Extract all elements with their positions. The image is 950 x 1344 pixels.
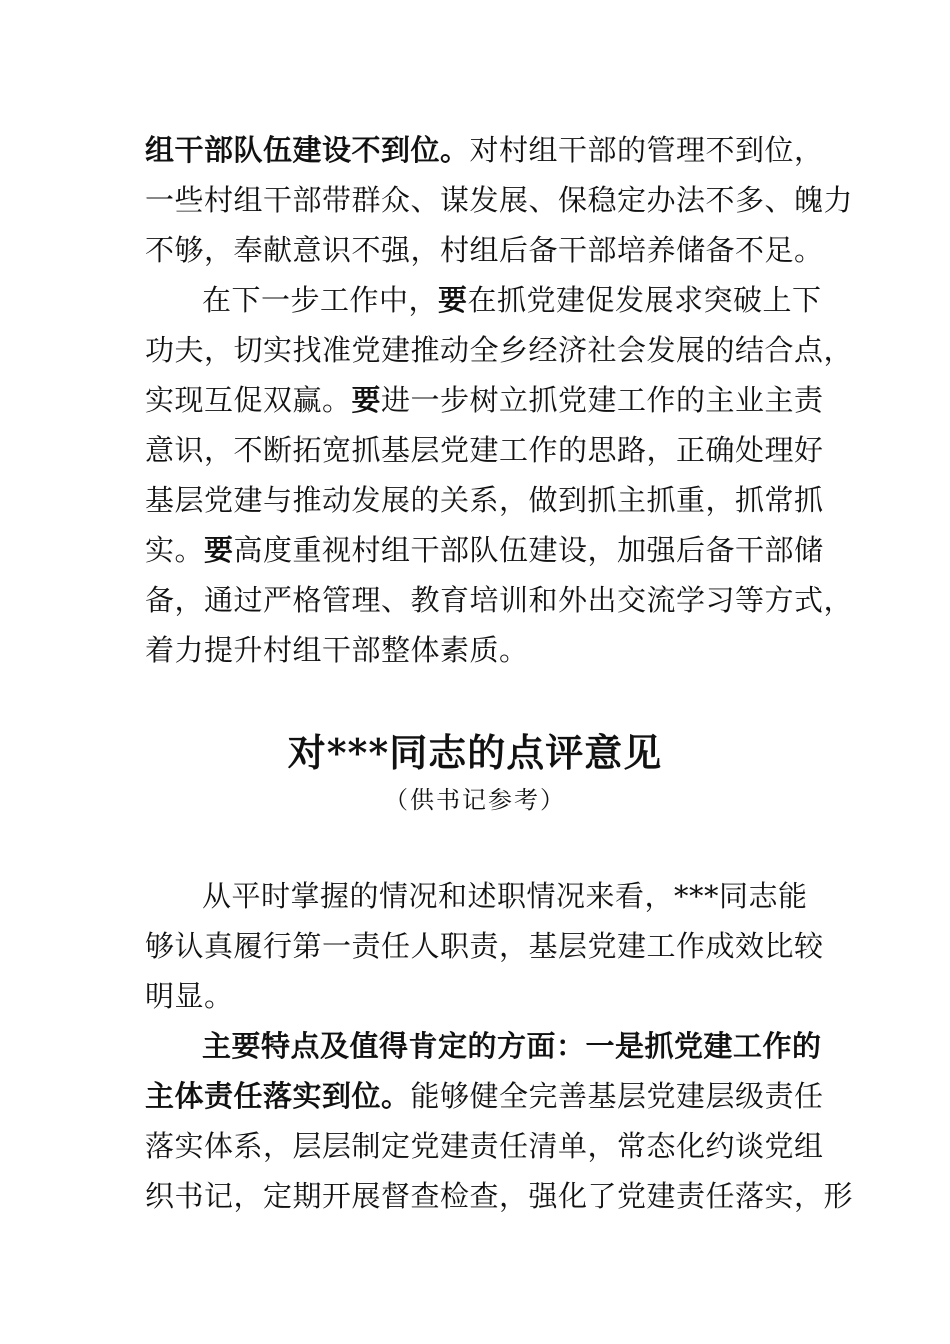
text-line — [202, 282, 822, 318]
bold-keyword: 要 — [438, 283, 468, 317]
bold-heading: 主体责任落实到位。 — [145, 1079, 411, 1113]
text-span: 进一步树立抓党建工作的主业主责 — [381, 383, 824, 417]
text-line: 明显。 — [145, 979, 234, 1013]
bold-keyword: 要 — [204, 533, 234, 567]
text-line: 着力提升村组干部整体素质。 — [145, 633, 529, 667]
text-line: 备，通过严格管理、教育培训和外出交流学习等方式， — [145, 583, 854, 617]
section-subtitle: （供书记参考） — [384, 786, 566, 814]
text-span: 能够健全完善基层党建层级责任 — [410, 1079, 824, 1113]
bold-keyword: 要 — [351, 383, 382, 417]
text-line — [145, 132, 824, 168]
text-line: 落实体系，层层制定党建责任清单，常态化约谈党组 — [145, 1129, 824, 1163]
text-line: 从平时掌握的情况和述职情况来看，***同志能 — [202, 879, 808, 913]
text-line: 意识，不断拓宽抓基层党建工作的思路，正确处理好 — [145, 433, 824, 467]
text-line: 一些村组干部带群众、谋发展、保稳定办法不多、魄力 — [145, 183, 854, 217]
text-line — [145, 382, 824, 418]
text-line — [202, 1028, 822, 1064]
text-span: 在抓党建促发展求突破上下 — [467, 283, 822, 317]
text-line: 织书记，定期开展督查检查，强化了党建责任落实，形 — [145, 1179, 854, 1213]
text-line — [145, 532, 824, 568]
text-line: 功夫，切实找准党建推动全乡经济社会发展的结合点， — [145, 333, 854, 367]
text-span: 高度重视村组干部队伍建设，加强后备干部储 — [233, 533, 824, 567]
text-span: 实。 — [145, 533, 205, 567]
section-title: 对***同志的点评意见 — [287, 730, 663, 775]
text-line — [145, 1078, 824, 1114]
text-span: 对村组干部的管理不到位， — [469, 133, 824, 167]
text-span: 在下一步工作中， — [202, 283, 439, 317]
text-line: 不够，奉献意识不强，村组后备干部培养储备不足。 — [145, 233, 824, 267]
bold-heading: 组干部队伍建设不到位。 — [145, 133, 470, 167]
text-line: 够认真履行第一责任人职责，基层党建工作成效比较 — [145, 929, 824, 963]
text-span: 实现互促双赢。 — [145, 383, 352, 417]
bold-heading: 主要特点及值得肯定的方面：一是抓党建工作的 — [202, 1029, 822, 1063]
text-line: 基层党建与推动发展的关系，做到抓主抓重，抓常抓 — [145, 483, 824, 517]
